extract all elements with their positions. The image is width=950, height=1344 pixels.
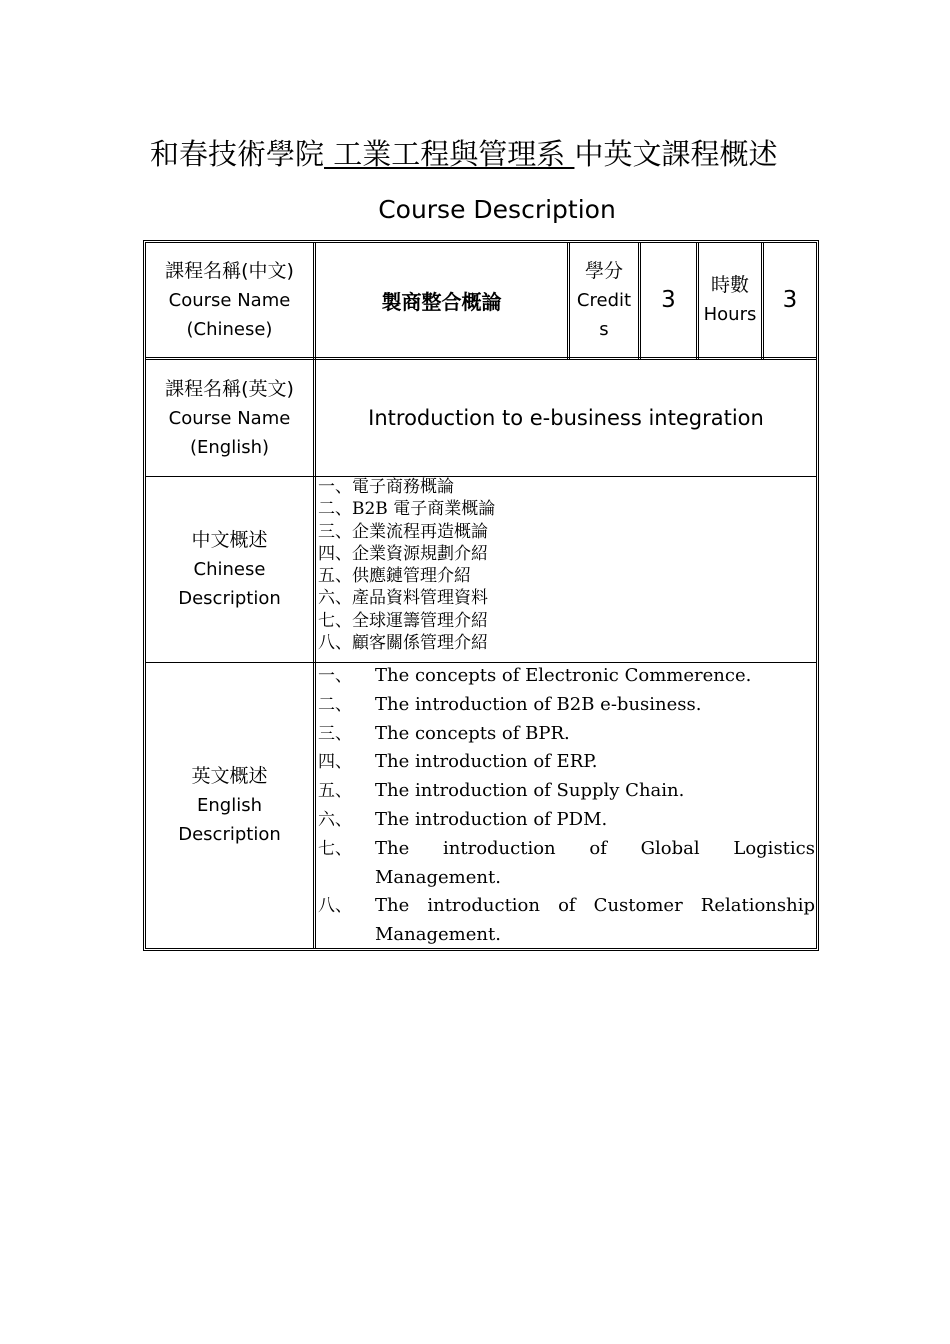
department-name: 工業工程與管理系 xyxy=(324,137,575,171)
list-item: 六、 The introduction of PDM. xyxy=(318,808,608,830)
hours-value: 3 xyxy=(782,287,798,313)
list-item: 四、企業資源規劃介紹 xyxy=(318,543,488,564)
credits-value: 3 xyxy=(661,287,676,313)
list-item: 二、 The introduction of B2B e-business. xyxy=(318,693,702,715)
list-item: 八、顧客關係管理介紹 xyxy=(318,633,488,654)
course-name-en-label: 課程名稱(英文) Course Name (English) xyxy=(165,377,294,458)
course-name-zh-value: 製商整合概論 xyxy=(381,289,502,314)
course-name-en-value: Introduction to e-business integration xyxy=(368,406,764,430)
list-item: 五、供應鏈管理介紹 xyxy=(318,566,471,587)
list-item: 一、電子商務概論 xyxy=(318,477,454,497)
list-item: 三、 The concepts of BPR. xyxy=(318,722,570,744)
credits-label: 學分 Credit s xyxy=(576,259,632,340)
page-subtitle: Course Description xyxy=(378,195,616,224)
list-item: 七、 The introduction of Global Logistics Management. xyxy=(318,837,815,888)
list-item: 一、 The concepts of Electronic Commerence. xyxy=(318,665,752,686)
list-item: 七、全球運籌管理介紹 xyxy=(318,610,488,631)
list-item: 三、企業流程再造概論 xyxy=(318,521,488,542)
list-item: 五、 The introduction of Supply Chain. xyxy=(318,780,685,802)
list-item: 二、B2B 電子商業概論 xyxy=(318,499,496,520)
english-description-list xyxy=(318,662,815,950)
hours-label: 時數 Hours xyxy=(703,274,757,325)
list-item: 八、 The introduction of Customer Relationship Management. xyxy=(318,895,815,946)
english-description-label: 英文概述 English Description xyxy=(178,765,281,845)
document-title: 中英文課程概述 xyxy=(574,137,778,171)
list-item: 四、 The introduction of ERP. xyxy=(318,751,598,773)
school-name: 和春技術學院 xyxy=(150,137,325,171)
chinese-description-list xyxy=(318,476,495,654)
chinese-description-label: 中文概述 Chinese Description xyxy=(178,529,281,609)
course-name-zh-label: 課程名稱(中文) Course Name (Chinese) xyxy=(165,259,294,340)
list-item: 六、產品資料管理資料 xyxy=(318,588,488,609)
page-title xyxy=(150,132,850,173)
